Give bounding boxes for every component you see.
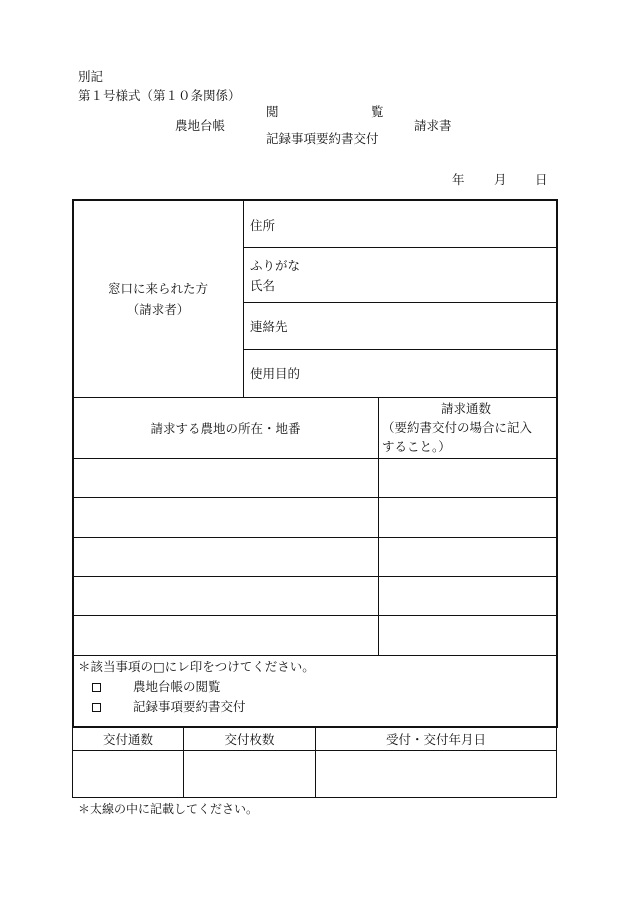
checkbox-1[interactable] bbox=[92, 683, 101, 692]
farmland-row-line-3 bbox=[73, 576, 556, 577]
copies-header-line2: （要約書交付の場合に記入 bbox=[382, 420, 533, 435]
date-day: 日 bbox=[535, 172, 548, 187]
date-month: 月 bbox=[494, 172, 507, 187]
office-right-edge bbox=[556, 727, 557, 798]
option-row-1[interactable] bbox=[92, 679, 221, 694]
office-col1-header bbox=[73, 728, 183, 750]
option-1-label: 農地台帳の閲覧 bbox=[132, 679, 221, 694]
copies-header-line1: 請求通数 bbox=[441, 401, 492, 416]
option-row-2[interactable] bbox=[92, 699, 246, 714]
option-2-label: 記録事項要約書交付 bbox=[132, 699, 246, 714]
farmland-header-line bbox=[73, 458, 556, 459]
footnote: ＊太線の中に記載してください。 bbox=[78, 802, 259, 816]
requester-divider bbox=[243, 200, 244, 397]
title-ran: 覧 bbox=[371, 104, 384, 119]
title-right: 請求書 bbox=[414, 118, 452, 133]
title-etsu: 閲 bbox=[266, 104, 279, 119]
check-instruction: ＊該当事項の□にレ印をつけてください。 bbox=[78, 659, 315, 674]
farmland-row-line-4 bbox=[73, 615, 556, 616]
annex-label: 別記 bbox=[78, 69, 104, 84]
office-col2-header bbox=[184, 728, 315, 750]
farmland-location-header-text: 請求する農地の所在・地番 bbox=[150, 421, 301, 436]
title-middle-bottom: 記録事項要約書交付 bbox=[266, 131, 379, 146]
furigana-label: ふりがな bbox=[250, 258, 301, 273]
requester-label-line1: 窓口に来られた方 bbox=[107, 281, 208, 296]
checkbox-2[interactable] bbox=[92, 703, 101, 712]
title-left: 農地台帳 bbox=[175, 118, 226, 133]
address-label: 住所 bbox=[250, 218, 276, 233]
office-col1-text: 交付通数 bbox=[102, 732, 153, 747]
requester-label bbox=[73, 200, 243, 397]
farmland-row-line-2 bbox=[73, 537, 556, 538]
office-header-line bbox=[72, 750, 557, 751]
form-number: 第１号様式（第１０条関係） bbox=[78, 88, 241, 103]
name-label: 氏名 bbox=[250, 278, 276, 293]
farmland-row-line-1 bbox=[73, 497, 556, 498]
date-year: 年 bbox=[452, 172, 465, 187]
office-col2-text: 交付枚数 bbox=[224, 732, 275, 747]
office-col3-header bbox=[316, 728, 556, 750]
farmland-copies-header bbox=[379, 398, 556, 458]
farmland-row-line-5 bbox=[73, 655, 556, 656]
contact-label: 連絡先 bbox=[250, 319, 288, 334]
office-col3-text: 受付・交付年月日 bbox=[385, 732, 486, 747]
office-bottom-line bbox=[72, 797, 557, 798]
copies-header-line3: すること。） bbox=[382, 439, 451, 454]
requester-label-line2: （請求者） bbox=[126, 302, 190, 317]
row-line-1 bbox=[243, 247, 556, 248]
purpose-label: 使用目的 bbox=[250, 366, 301, 381]
row-line-3 bbox=[243, 349, 556, 350]
row-line-2 bbox=[243, 302, 556, 303]
farmland-location-header bbox=[73, 398, 378, 458]
